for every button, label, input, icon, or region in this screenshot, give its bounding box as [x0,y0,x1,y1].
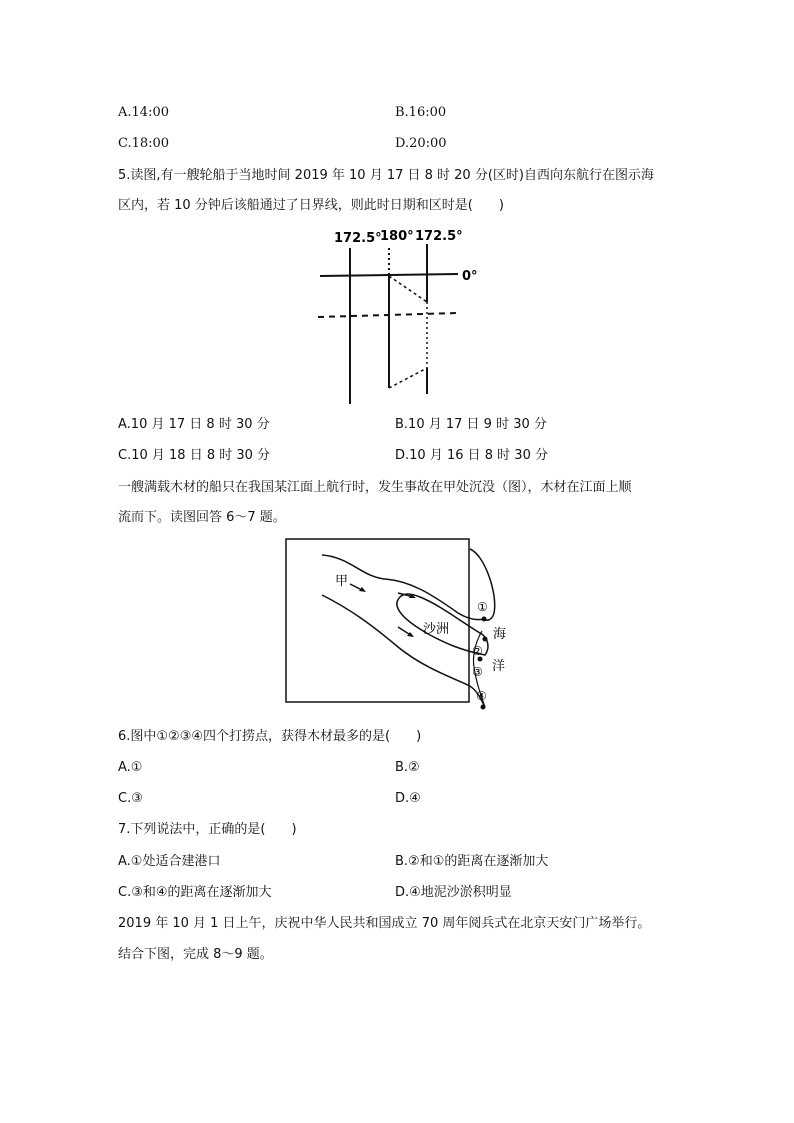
label-172-5-east: 172.5° [415,229,463,244]
q7-option-a: A.①处适合建港口 [118,854,221,869]
q4-option-c: C.18:00 [118,136,170,151]
q7-option-c: C.③和④的距离在逐渐加大 [118,885,272,900]
figure-frame [286,539,469,702]
lower-river-bank [322,595,485,707]
date-line-diagonal-top [389,276,427,302]
intro-67-line1: 一艘满载木材的船只在我国某江面上航行时，发生事故在甲处沉没（图），木材在江面上顺 [118,480,632,495]
date-line-figure [310,222,490,408]
q6-option-b: B.② [395,760,420,775]
q6-option-a: A.① [118,760,143,775]
intro-89-line2: 结合下图，完成 8～9 题。 [118,947,273,962]
q6-option-c: C.③ [118,791,143,806]
point-1-dot [482,617,487,622]
q5-option-d: D.10 月 16 日 8 时 30 分 [395,448,548,463]
q4-option-d: D.20:00 [395,136,447,151]
q6-stem: 6.图中①②③④四个打捞点，获得木材最多的是( ) [118,729,422,744]
q7-option-b: B.②和①的距离在逐渐加大 [395,854,549,869]
q6-option-d: D.④ [395,791,421,806]
label-172-5-west: 172.5° [334,231,382,246]
label-point-1: ① [477,600,488,614]
q7-option-d: D.④地泥沙淤积明显 [395,885,512,900]
label-equator: 0° [462,269,478,284]
q4-option-b: B.16:00 [395,105,447,120]
q5-stem-line2: 区内，若 10 分钟后该船通过了日界线，则此时日期和区时是( ) [118,198,504,213]
label-shazhou: 沙洲 [423,622,450,637]
label-hai: 海 [493,627,507,642]
q5-option-b: B.10 月 17 日 9 时 30 分 [395,417,547,432]
label-point-3: ③ [472,665,483,679]
label-jia: 甲 [335,574,349,589]
label-180: 180° [380,229,414,244]
point-4-dot [481,705,486,710]
intro-89-line1: 2019 年 10 月 1 日上午，庆祝中华人民共和国成立 70 周年阅兵式在北京天安门广场举行。 [118,916,651,931]
q4-option-a: A.14:00 [118,105,169,120]
river-estuary-figure [280,535,510,720]
q7-stem: 7.下列说法中，正确的是( ) [118,822,297,837]
q5-option-c: C.10 月 18 日 8 时 30 分 [118,448,271,463]
intro-67-line2: 流而下。读图回答 6～7 题。 [118,510,286,525]
date-line-diagonal-bottom [389,368,427,388]
q5-stem-line1: 5.读图,有一艘轮船于当地时间 2019 年 10 月 17 日 8 时 20 分(区时)自西向东航行在图示海 [118,168,654,183]
q5-option-a: A.10 月 17 日 8 时 30 分 [118,417,270,432]
label-yang: 洋 [492,659,506,674]
point-2-dot [483,637,488,642]
label-point-2: ② [472,644,483,658]
label-point-4: ④ [476,689,487,703]
